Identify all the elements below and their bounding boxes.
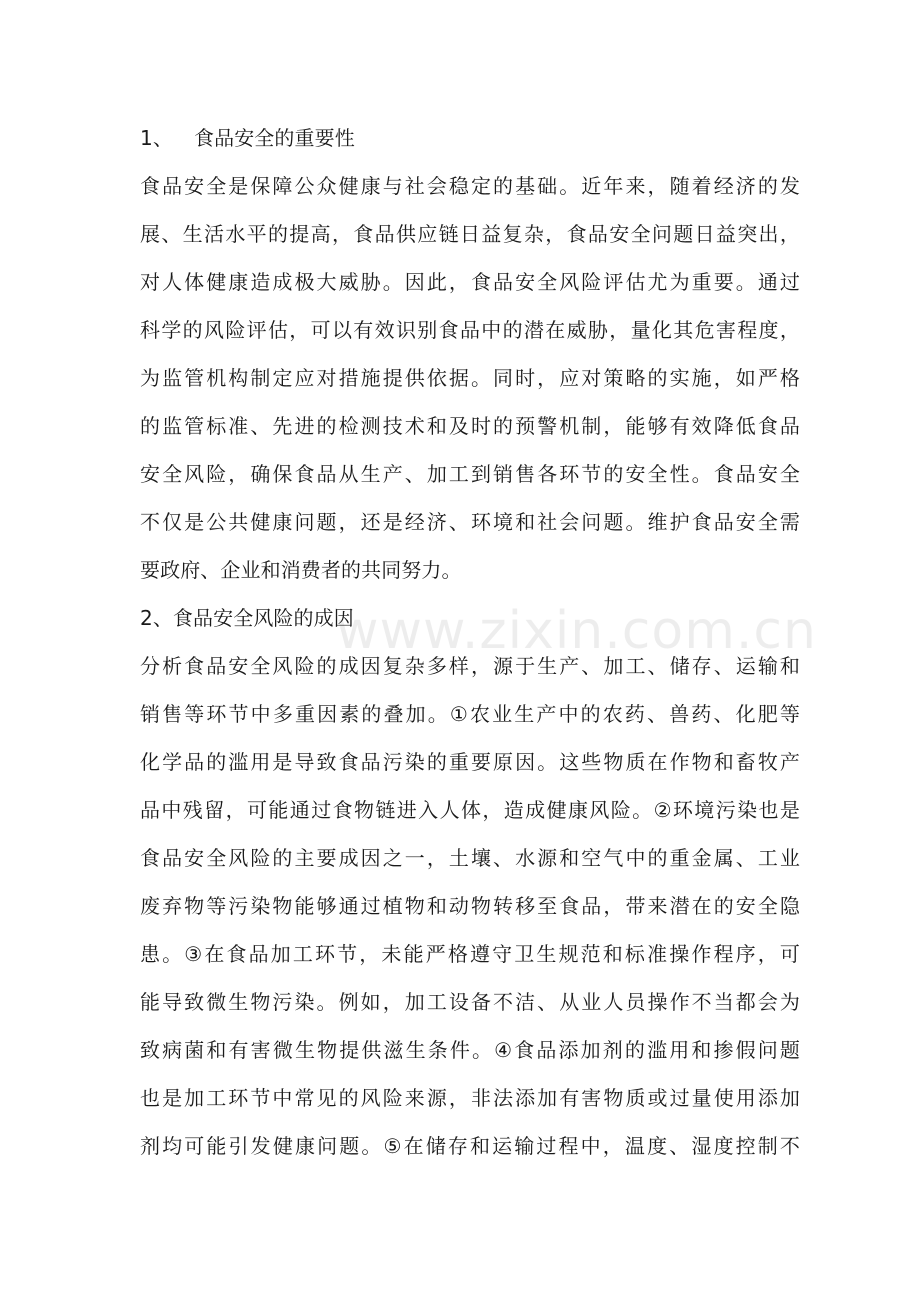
paragraph-line: 展、生活水平的提高，食品供应链日益复杂，食品安全问题日益突出， xyxy=(140,222,800,246)
paragraph-line: 食品安全是保障公众健康与社会稳定的基础。近年来，随着经济的发 xyxy=(140,174,800,198)
paragraph-line: 分析食品安全风险的成因复杂多样，源于生产、加工、储存、运输和 xyxy=(140,654,800,678)
section-heading-2: 2、食品安全风险的成因 xyxy=(140,606,354,630)
paragraph-line: 要政府、企业和消费者的共同努力。 xyxy=(140,558,462,582)
paragraph-line: 的监管标准、先进的检测技术和及时的预警机制，能够有效降低食品 xyxy=(140,414,800,438)
paragraph-line: 废弃物等污染物能够通过植物和动物转移至食品，带来潜在的安全隐 xyxy=(140,894,800,918)
paragraph-line: 不仅是公共健康问题，还是经济、环境和社会问题。维护食品安全需 xyxy=(140,510,800,534)
section-title: 食品安全的重要性 xyxy=(194,126,355,150)
section-number: 1、 xyxy=(140,126,173,150)
paragraph-line: 科学的风险评估，可以有效识别食品中的潜在威胁，量化其危害程度， xyxy=(140,318,800,342)
paragraph-line: 对人体健康造成极大威胁。因此，食品安全风险评估尤为重要。通过 xyxy=(140,270,800,294)
paragraph-line: 食品安全风险的主要成因之一，土壤、水源和空气中的重金属、工业 xyxy=(140,846,800,870)
paragraph-line: 为监管机构制定应对措施提供依据。同时，应对策略的实施，如严格 xyxy=(140,366,800,390)
paragraph-line: 能导致微生物污染。例如，加工设备不洁、从业人员操作不当都会为 xyxy=(140,990,800,1014)
paragraph-line: 化学品的滥用是导致食品污染的重要原因。这些物质在作物和畜牧产 xyxy=(140,750,800,774)
paragraph-line: 品中残留，可能通过食物链进入人体，造成健康风险。②环境污染也是 xyxy=(140,798,800,822)
paragraph-line: 致病菌和有害微生物提供滋生条件。④食品添加剂的滥用和掺假问题 xyxy=(140,1038,800,1062)
paragraph-line: 剂均可能引发健康问题。⑤在储存和运输过程中，温度、湿度控制不 xyxy=(140,1134,800,1158)
paragraph-line: 安全风险，确保食品从生产、加工到销售各环节的安全性。食品安全 xyxy=(140,462,800,486)
paragraph-line: 也是加工环节中常见的风险来源，非法添加有害物质或过量使用添加 xyxy=(140,1086,800,1110)
paragraph-line: 患。③在食品加工环节，未能严格遵守卫生规范和标准操作程序，可 xyxy=(140,942,800,966)
section-heading-1 xyxy=(140,123,800,153)
paragraph-line: 销售等环节中多重因素的叠加。①农业生产中的农药、兽药、化肥等 xyxy=(140,702,800,726)
watermark: www.zixin.com.cn xyxy=(336,601,817,661)
